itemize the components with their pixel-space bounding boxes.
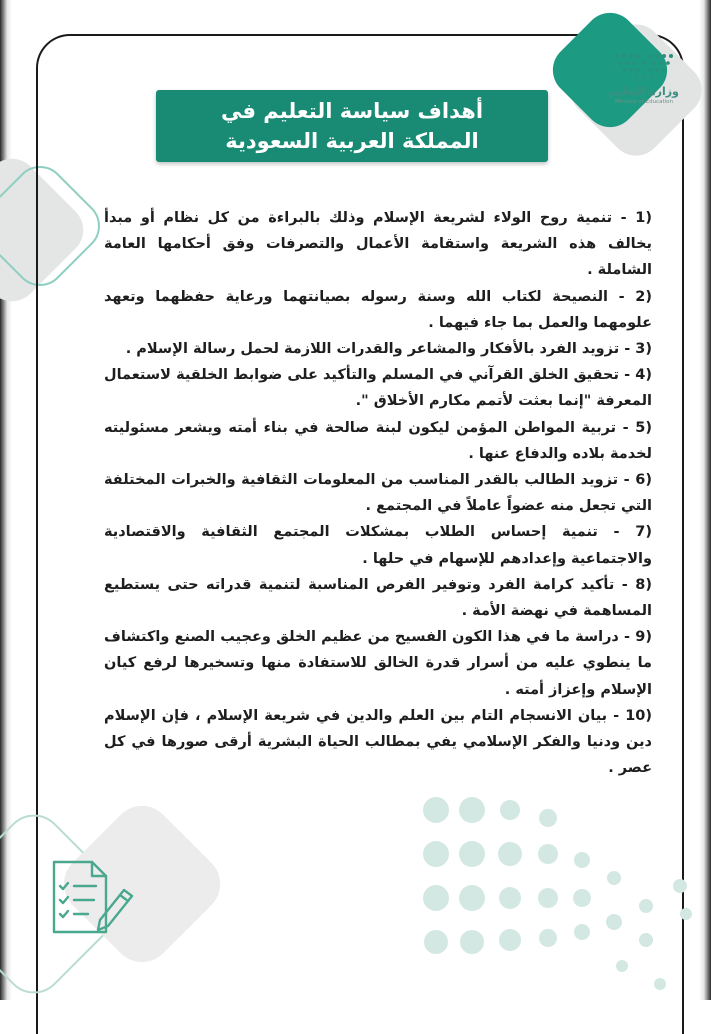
logo-name-english: Ministry of Education: [614, 99, 673, 105]
goal-text: - تنمية روح الولاء لشريعة الإسلام وذلك بالبراءة من كل نظام أو مبدأ يخالف هذه الشريعة واستقامة الأعمال والتصرفات وفق أحكامها العامة الشاملة .: [104, 210, 652, 279]
goal-number: 7): [635, 524, 652, 541]
goal-text: - تزويد الطالب بالقدر المناسب من المعلومات الثقافية والخبرات المختلفة التي تجعل منه عضواً عاملاً في المجتمع .: [104, 472, 652, 515]
document-with-pen-icon: [40, 852, 140, 942]
goal-number: 1): [635, 210, 652, 226]
ministry-logo: [598, 48, 690, 105]
goal-item: [104, 624, 652, 703]
goal-text: - تربية المواطن المؤمن ليكون لبنة صالحة في بناء أمته ويشعر مسئوليته لخدمة بلاده والدفاع عنها .: [104, 419, 652, 462]
goal-item: [104, 703, 652, 782]
goal-text: - بيان الانسجام التام بين العلم والدين في شريعة الإسلام ، فإن الإسلام دين ودنيا والفكر الإسلامي يفي بمطالب الحياة البشرية أرقى صورها في كل عصر .: [104, 707, 652, 777]
goal-text: - دراسة ما في هذا الكون الفسيح من عظيم الخلق وعجيب الصنع واكتشاف ما ينطوي عليه من أسرار قدرة الخالق للاستفادة منها وتسخيرها لرفع كيان الإسلام وإعزاز أمته .: [104, 629, 652, 698]
logo-name-arabic: وزارة التعليم: [609, 85, 679, 98]
goal-item: [104, 205, 652, 284]
goal-item: [104, 467, 652, 519]
goal-item: [104, 284, 652, 336]
page-title-line-2: المملكة العربية السعودية: [225, 129, 479, 153]
ministry-logo-dots-icon: [611, 48, 677, 84]
goal-item: [104, 572, 652, 624]
goal-text: - النصيحة لكتاب الله وسنة رسوله بصيانتهما ورعاية حفظهما وتعهد علومهما والعمل بما جاء فيهما .: [104, 288, 652, 331]
goal-item: [104, 362, 652, 414]
goal-number: 3): [635, 341, 652, 358]
goal-number: 2): [635, 288, 652, 305]
goals-list: [104, 205, 652, 781]
goal-text: - تنمية إحساس الطلاب بمشكلات المجتمع الثقافية والاقتصادية والاجتماعية وإعدادهم للإسهام في حلها .: [104, 524, 652, 567]
decorative-dot-pattern: [410, 790, 710, 1000]
goal-item: [104, 519, 652, 571]
goal-text: - تأكيد كرامة الفرد وتوفير الفرص المناسبة لتنمية قدراته حتى يستطيع المساهمة في نهضة الأمة .: [104, 576, 652, 620]
goal-number: 5): [635, 419, 652, 436]
page-title-line-1: أهداف سياسة التعليم في: [220, 99, 484, 123]
goal-number: 9): [635, 629, 652, 646]
goal-number: 8): [635, 576, 652, 593]
goal-text: - تحقيق الخلق القرآني في المسلم والتأكيد على ضوابط الخلقية لاستعمال المعرفة "إنما بعثت لأتمم مكارم الأخلاق ".: [104, 367, 652, 410]
goal-text: - تزويد الفرد بالأفكار والمشاعر والقدرات اللازمة لحمل رسالة الإسلام .: [125, 341, 631, 358]
goal-item: [104, 415, 652, 467]
goal-number: 4): [635, 367, 652, 384]
goal-item: [104, 336, 652, 362]
goal-number: 6): [635, 472, 652, 489]
goal-number: 10): [625, 707, 652, 724]
page-title: [156, 90, 548, 162]
